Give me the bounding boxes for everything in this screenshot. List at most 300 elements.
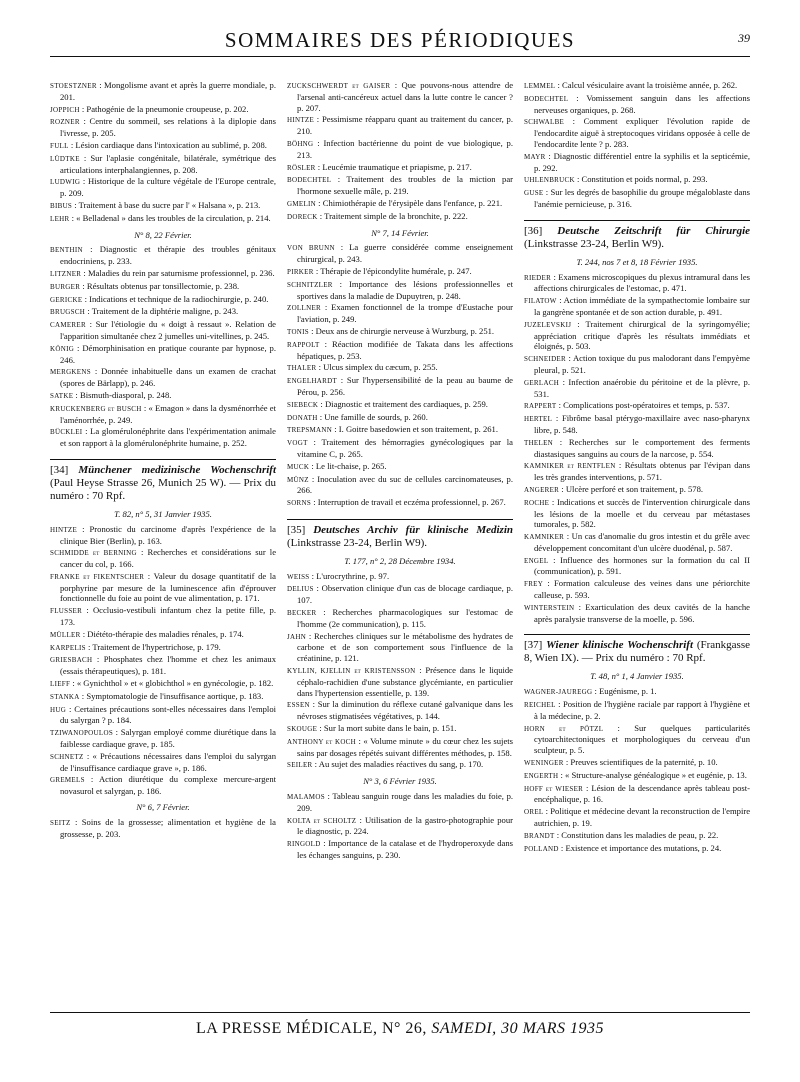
- separator: :: [356, 735, 364, 746]
- article-author: KOLTA et SCHOLTZ: [287, 816, 357, 825]
- article-title: Examen fonctionnel de la trompe d'Eustache pour l'aviation, p. 249.: [297, 302, 513, 325]
- article-entry: [524, 93, 750, 116]
- separator: :: [556, 400, 564, 411]
- article-author: SCHNEIDER: [524, 355, 566, 364]
- separator: :: [332, 424, 339, 435]
- article-author: HOFF et WIESER: [524, 784, 584, 793]
- article-author: FULL: [50, 141, 69, 150]
- article-entry: [287, 665, 513, 698]
- article-author: DORECK: [287, 212, 318, 221]
- article-entry: [287, 497, 513, 509]
- article-author: REICHEL: [524, 701, 556, 710]
- separator: :: [563, 757, 571, 768]
- article-entry: [50, 605, 276, 628]
- separator: :: [415, 665, 426, 676]
- article-author: LEHR: [50, 214, 70, 223]
- article-author: HINTZE: [287, 116, 315, 125]
- separator: :: [315, 161, 323, 172]
- separator: :: [80, 176, 88, 187]
- article-author: WENINGER: [524, 759, 564, 768]
- article-entry: [287, 302, 513, 325]
- article-entry: [287, 362, 513, 374]
- issue-heading: N° 6, 7 Février.: [136, 802, 190, 813]
- article-title: Symptomatologie de l'insuffisance aortique, p. 183.: [86, 690, 264, 701]
- separator: :: [337, 375, 347, 386]
- separator: :: [74, 342, 83, 353]
- article-entry: [50, 294, 276, 306]
- article-author: SEILER: [287, 761, 313, 770]
- article-title: Sur les degrés de basophilie du groupe mégaloblaste dans l'anémie pernicieuse, p. 316.: [534, 187, 751, 209]
- separator: :: [592, 686, 600, 697]
- separator: :: [356, 814, 365, 825]
- page-number: 39: [738, 31, 750, 45]
- article-title: Interruption de travail et eczéma professionnel, p. 267.: [317, 497, 506, 508]
- article-entry: [524, 400, 750, 412]
- article-author: BRANDT: [524, 831, 555, 840]
- article-title: Infection anaérobie du péritoine et de la plèvre, p. 531.: [534, 376, 751, 399]
- article-entry: [524, 116, 750, 149]
- article-author: LITZNER: [50, 269, 82, 278]
- article-title: « Structure-analyse généalogique » et eugénie, p. 13.: [565, 769, 747, 780]
- footer-date: 30 MARS 1935: [501, 1020, 605, 1037]
- article-entry: [524, 555, 750, 578]
- article-title: Traitement des hémorragies gynécologiques par la vitamine C, p. 265.: [297, 437, 513, 459]
- article-author: MÜLLER: [50, 630, 81, 639]
- article-title: Fibrôme basal ptérygo-maxillaire avec naso-pharynx libre, p. 548.: [534, 413, 751, 435]
- article-author: SORNS: [287, 499, 312, 508]
- article-entry: [50, 176, 276, 199]
- article-title: Recherches cliniques sur le métabolisme des hydrates de carbone et de son comportement sous l'influence de la créatinine, p. 121.: [297, 630, 514, 664]
- article-entry: [50, 116, 276, 139]
- article-entry: [50, 774, 276, 797]
- article-entry: [524, 686, 750, 698]
- article-entry: [50, 213, 276, 225]
- article-title: Traitement chirurgical de la syringomyélie; appréciation critique d'après les résultats immédiats et éloignés, p. 503.: [534, 318, 750, 352]
- article-entry: [524, 723, 750, 756]
- article-entry: [50, 751, 276, 774]
- article-author: LÜDTKE: [50, 154, 80, 163]
- article-entry: [524, 806, 750, 829]
- journal-34: [50, 459, 276, 503]
- article-entry: [287, 815, 513, 838]
- article-title: Occlusio-vestibuli infantum chez la petite fille, p. 173.: [60, 605, 277, 628]
- article-author: ANGERER: [524, 485, 560, 494]
- article-title: Observation clinique d'un cas de blocage cardiaque, p. 107.: [297, 583, 514, 606]
- article-title: Thérapie de l'épicondylite humérale, p. 247.: [320, 265, 472, 276]
- article-title: Diététo-thérapie des maladies rénales, p. 174.: [87, 628, 244, 639]
- article-author: WAGNER-JAUREGG: [524, 688, 593, 697]
- article-author: SKOUGE: [287, 725, 318, 734]
- article-author: JOPPICH: [50, 105, 80, 114]
- separator: :: [82, 293, 90, 304]
- article-entry: [50, 319, 276, 342]
- article-entry: [50, 343, 276, 366]
- separator: :: [85, 306, 92, 317]
- separator: :: [79, 152, 91, 163]
- separator: :: [552, 413, 562, 424]
- article-author: GMELIN: [287, 199, 317, 208]
- article-entry: [50, 244, 276, 267]
- article-title: Sur l'aplasie congénitale, bilatérale, symétrique des articulations interphalangiennes, p. 208.: [60, 152, 276, 175]
- journal-35: [287, 519, 513, 550]
- article-entry: [524, 413, 750, 436]
- article-title: Constitution et poids normal, p. 293.: [581, 174, 708, 185]
- article-entry: [287, 583, 513, 606]
- article-title: Formation calculeuse des veines dans une périorchite calleuse, p. 593.: [534, 578, 750, 601]
- separator: :: [564, 116, 584, 127]
- article-title: Présence dans le liquide céphalo-rachidien d'une substance glycémiante, en particulier dans l'hypertension essentielle, p. 139.: [297, 665, 514, 698]
- article-title: Au sujet des maladies réactives du sang, p. 170.: [318, 759, 484, 770]
- separator: :: [555, 80, 563, 90]
- article-title: Sur l'hypersensibilité de la peau au baume de Pérou, p. 256.: [297, 375, 513, 397]
- separator: :: [555, 699, 563, 710]
- article-entry: [287, 699, 513, 722]
- article-entry: [50, 704, 276, 727]
- article-title: Réaction modifiée de Takata dans les affections hépatiques, p. 253.: [297, 338, 513, 361]
- article-author: KYLLIN, KJELLIN et KRISTENSSON: [287, 667, 416, 676]
- issue-heading: N° 7, 14 Février.: [371, 227, 429, 238]
- separator: :: [558, 842, 566, 853]
- article-author: DONATH: [287, 413, 318, 422]
- separator: :: [551, 271, 559, 282]
- issue-heading: T. 244, nos 7 et 8, 18 Février 1935.: [576, 256, 698, 267]
- separator: :: [317, 723, 324, 734]
- separator: :: [136, 547, 148, 558]
- article-title: « Belladenal » dans les troubles de la circulation, p. 214.: [76, 212, 271, 223]
- separator: :: [390, 80, 402, 90]
- article-entry: [524, 437, 750, 460]
- article-title: Pronostic du carcinome d'après l'expérience de la clinique Bier (Berlin), p. 163.: [60, 523, 276, 546]
- article-entry: [287, 326, 513, 338]
- article-entry: [287, 412, 513, 424]
- article-title: Comment expliquer l'évolution rapide de l'endocardite aiguë à streptocoques viridans opposée à celle de l'endocardite lente ? p. 283.: [534, 116, 750, 149]
- article-entry: [50, 571, 276, 604]
- article-author: SCHNITZLER: [287, 280, 333, 289]
- article-entry: [524, 497, 750, 530]
- article-author: UHLENBRUCK: [524, 176, 575, 185]
- article-entry: [524, 377, 750, 400]
- article-author: WINTERSTEIN: [524, 603, 575, 612]
- article-title: Certaines précautions sont-elles nécessaires dans l'emploi du salyrgan ? p. 184.: [60, 703, 277, 726]
- article-author: KARPELIS: [50, 643, 86, 652]
- article-entry: [524, 272, 750, 295]
- separator: :: [543, 578, 555, 589]
- article-entry: [287, 242, 513, 265]
- article-author: ENGERTH: [524, 771, 559, 780]
- article-entry: [524, 187, 750, 210]
- article-title: Maladies du rein par saturnisme professionnel, p. 236.: [87, 267, 275, 278]
- article-entry: [524, 151, 750, 174]
- article-entry: [524, 460, 750, 483]
- article-title: Traitement de la diphtérie maligne, p. 243.: [91, 306, 239, 317]
- article-author: DELIUS: [287, 585, 314, 594]
- article-entry: [524, 531, 750, 554]
- article-author: BRUGSCH: [50, 308, 86, 317]
- footer-journal: LA PRESSE MÉDICALE, N° 26,: [195, 1020, 427, 1037]
- article-author: JAHN: [287, 632, 307, 641]
- article-title: La guerre considérée comme enseignement chirurgical, p. 243.: [297, 242, 514, 265]
- separator: :: [317, 210, 325, 221]
- separator: :: [565, 353, 573, 364]
- separator: :: [549, 496, 557, 507]
- separator: :: [81, 267, 88, 278]
- article-entry: [287, 736, 513, 759]
- separator: :: [309, 570, 317, 581]
- article-author: MERGKENS: [50, 368, 91, 377]
- column-3: [524, 80, 750, 855]
- footer-day: SAMEDI,: [431, 1020, 497, 1037]
- article-author: HUG: [50, 705, 67, 714]
- article-entry: [50, 281, 276, 293]
- column-1: [50, 80, 276, 840]
- separator: :: [83, 750, 93, 761]
- article-entry: [50, 547, 276, 570]
- article-entry: [50, 268, 276, 280]
- article-author: MUCK: [287, 462, 310, 471]
- article-title: Utilisation de la gastro-photographie pour le diagnostic, p. 224.: [297, 814, 513, 837]
- article-entry: [287, 174, 513, 197]
- article-author: PIRKER: [287, 267, 314, 276]
- article-title: Démorphinisation en pratique courante par hypnose, p. 246.: [60, 342, 276, 365]
- issue-heading: T. 82, n° 5, 31 Janvier 1935.: [114, 508, 212, 519]
- separator: :: [320, 838, 329, 849]
- separator: :: [574, 174, 582, 185]
- article-title: Sur la diminution du réflexe cutané galvanique dans les névroses stigmatisées végétatives, p. 144.: [297, 699, 514, 722]
- article-title: Valeur du dosage quantitatif de la porphyrine par mesure de la luminescence afin d'éprouver fonctionnelle du foie au point de vue alimentation, p. 171.: [60, 570, 276, 604]
- separator: :: [316, 362, 324, 373]
- article-title: Leucémie traumatique et priapisme, p. 217.: [322, 161, 472, 172]
- article-author: RAPPERT: [524, 402, 557, 411]
- article-title: « Emagon » dans la dysménorrhée et l'aménorrhée, p. 249.: [60, 402, 277, 425]
- article-title: Sur la mort subite dans le bain, p. 151.: [323, 723, 457, 734]
- article-author: GRIESBACH: [50, 656, 93, 665]
- separator: :: [324, 791, 333, 802]
- article-entry: [50, 390, 276, 402]
- article-title: Pathogénie de la pneumonie croupeuse, p. 202.: [86, 103, 249, 114]
- article-entry: [287, 375, 513, 398]
- article-author: KRUCKENBERG et BUSCH: [50, 404, 142, 413]
- article-title: Salyrgan employé comme diurétique dans la faiblesse cardiaque grave, p. 185.: [60, 727, 276, 750]
- article-title: Diagnostic différentiel entre la syphilis et la septicémie, p. 292.: [534, 150, 750, 173]
- separator: :: [307, 437, 322, 448]
- article-entry: [287, 759, 513, 771]
- article-author: HINTZE: [50, 525, 78, 534]
- article-entry: [287, 211, 513, 223]
- separator: :: [82, 244, 100, 255]
- article-entry: [524, 578, 750, 601]
- article-author: RIEDER: [524, 273, 552, 282]
- article-author: SCHMIDDE et BERNING: [50, 549, 137, 558]
- article-entry: [50, 366, 276, 389]
- journal-title: [35] Deutsches Archiv für klinische Medizin (Linkstrasse 23-24, Berlin W9).: [287, 523, 514, 549]
- article-author: TREPSMANN: [287, 426, 333, 435]
- separator: :: [313, 265, 321, 276]
- article-author: CAMERER: [50, 321, 86, 330]
- article-title: Traitement à base du sucre par l' « Halsana », p. 213.: [78, 199, 261, 210]
- issue-heading: T. 177, n° 2, 28 Décembre 1934.: [344, 555, 456, 566]
- article-author: ROCHE: [524, 498, 550, 507]
- article-title: Résultats obtenus par l'évipan dans les très grandes interventions, p. 571.: [534, 460, 751, 483]
- separator: :: [69, 212, 77, 223]
- article-entry: [524, 602, 750, 625]
- article-title: Eugénisme, p. 1.: [599, 686, 657, 697]
- separator: :: [90, 366, 102, 377]
- article-entry: [287, 339, 513, 362]
- separator: :: [80, 628, 88, 639]
- article-entry: [50, 629, 276, 641]
- article-author: HERTEL: [524, 415, 553, 424]
- article-entry: [50, 691, 276, 703]
- article-author: ANTHONY et KOCH: [287, 737, 357, 746]
- article-author: SEITZ: [50, 818, 71, 827]
- article-author: POLLAND: [524, 844, 559, 853]
- article-title: Traitement des troubles de la miction par l'hormone sexuelle mâle, p. 219.: [297, 174, 513, 197]
- article-title: « Précautions nécessaires dans l'emploi du salyrgan de l'insuffisance cardiaque grave », p. 186.: [60, 750, 277, 773]
- article-entry: [287, 437, 513, 460]
- separator: :: [306, 630, 314, 641]
- article-title: Recherches et considérations sur le cancer du col, p. 166.: [60, 547, 277, 570]
- article-author: ZUCKSCHWERDT et GAISER: [287, 82, 391, 90]
- article-author: SCHNETZ: [50, 752, 84, 761]
- article-title: Preuves scientifiques de la paternité, p. 10.: [570, 757, 718, 768]
- separator: :: [79, 103, 87, 114]
- separator: :: [543, 806, 551, 817]
- separator: :: [571, 318, 586, 329]
- article-author: JUZELEVSKIJ: [524, 320, 572, 329]
- article-title: I. Goitre basedowien et son traitement, p. 261.: [338, 424, 498, 435]
- separator: :: [603, 722, 635, 733]
- article-title: Calcul vésiculaire avant la troisième année, p. 262.: [562, 80, 738, 90]
- article-entry: [287, 723, 513, 735]
- article-title: Vomissement sanguin dans les affections nerveuses organiques, p. 268.: [534, 92, 750, 115]
- article-author: TONIS: [287, 327, 309, 336]
- separator: :: [84, 774, 99, 785]
- separator: :: [559, 376, 569, 387]
- article-title: Lésion de la descendance après tableau post-encéphalique, p. 16.: [534, 782, 750, 805]
- article-author: FRANKE et FIKENTSCHER: [50, 572, 145, 581]
- article-author: THELEN: [524, 438, 554, 447]
- issue-heading: N° 8, 22 Février.: [134, 229, 192, 240]
- separator: :: [574, 601, 586, 612]
- separator: :: [320, 302, 332, 313]
- separator: :: [313, 137, 324, 148]
- separator: :: [554, 829, 562, 840]
- issue-heading: N° 3, 6 Février 1935.: [363, 776, 437, 787]
- separator: :: [113, 727, 121, 738]
- journal-title: [37] Wiener klinische Wochenschrift (Frankgasse 8, Wien IX). — Prix du numéro : 70 Rpf.: [524, 639, 750, 665]
- column-2: [287, 80, 513, 862]
- article-title: Traitement simple de la bronchite, p. 222.: [324, 210, 468, 221]
- separator: :: [319, 338, 333, 349]
- article-entry: [287, 114, 513, 137]
- article-title: Inoculation avec du suc de cellules carcinomateuses, p. 266.: [297, 473, 513, 496]
- article-author: WEISS: [287, 572, 310, 581]
- separator: :: [553, 436, 569, 447]
- article-title: Pessimisme réapparu quant au traitement du cancer, p. 210.: [297, 114, 514, 137]
- article-entry: [287, 461, 513, 473]
- article-author: FREY: [524, 580, 544, 589]
- article-author: BURGER: [50, 282, 81, 291]
- article-author: ENGELHARDT: [287, 377, 338, 386]
- article-author: THALER: [287, 364, 317, 373]
- article-author: VON BRUNN: [287, 244, 335, 253]
- article-author: GUSE: [524, 189, 544, 198]
- page-header: [50, 28, 750, 52]
- article-entry: [50, 817, 276, 840]
- separator: :: [556, 295, 564, 306]
- article-author: GERLACH: [524, 378, 560, 387]
- separator: :: [316, 197, 323, 208]
- separator: :: [80, 280, 87, 291]
- article-entry: [287, 607, 513, 630]
- article-author: RÖSLER: [287, 163, 316, 172]
- article-entry: [50, 654, 276, 677]
- separator: :: [85, 641, 93, 652]
- separator: :: [558, 769, 566, 780]
- separator: :: [144, 570, 154, 581]
- article-title: Deux ans de chirurgie nerveuse à Wurzburg, p. 251.: [315, 325, 495, 336]
- article-entry: [287, 279, 513, 302]
- page-footer: [50, 1020, 750, 1038]
- separator: :: [73, 389, 80, 400]
- article-entry: [524, 484, 750, 496]
- article-title: Influence des hormones sur la formation du cal II (communication), p. 591.: [534, 554, 750, 577]
- article-author: BÜCKLEI: [50, 428, 83, 437]
- article-title: Action immédiate de la sympathectomie lombaire sur la gangrène spontanée et de son action durable, p. 491.: [534, 295, 750, 317]
- article-entry: [50, 426, 276, 449]
- article-author: RINGOLD: [287, 840, 321, 849]
- article-author: BECKER: [287, 609, 317, 618]
- article-entry: [50, 678, 276, 690]
- article-entry: [287, 571, 513, 583]
- article-title: Résultats obtenus par tonsillectomie, p. 238.: [86, 280, 240, 291]
- separator: :: [568, 92, 587, 103]
- article-title: Une famille de sourds, p. 260.: [324, 411, 428, 422]
- article-title: Action diurétique du complexe mercure-argent novasurol et salyrgan, p. 186.: [60, 774, 276, 797]
- article-title: Complications post-opératoires et temps, p. 537.: [563, 400, 730, 411]
- article-title: Soins de la grossesse; alimentation et hygiène de la grossesse, p. 203.: [60, 816, 276, 839]
- separator: :: [96, 80, 105, 90]
- article-entry: [50, 727, 276, 750]
- separator: :: [141, 402, 149, 413]
- article-entry: [50, 200, 276, 212]
- separator: :: [92, 654, 104, 665]
- article-entry: [524, 770, 750, 782]
- separator: :: [332, 278, 349, 289]
- article-title: L'urocrythrine, p. 97.: [316, 570, 390, 581]
- article-title: « Volume minute » du cœur chez les sujets sains par dosages répétés suivant différentes méthodes, p. 158.: [297, 735, 513, 758]
- journal-title: [34] Münchener medizinische Wochenschrift (Paul Heyse Strasse 26, Munich 25 W). — Prix du numéro : 70 Rpf.: [50, 463, 277, 502]
- article-title: Historique de la culture végétale de l'Europe centrale, p. 209.: [60, 176, 277, 199]
- article-entry: [50, 153, 276, 176]
- article-entry: [50, 104, 276, 116]
- article-title: Importance des lésions professionnelles et sportives dans la maladie de Dupuytren, p. 248.: [297, 278, 514, 301]
- article-entry: [524, 80, 750, 92]
- separator: :: [334, 242, 350, 253]
- article-title: Examens microscopiques du plexus intramural dans les affections chirurgicales de l'estomac, p. 471.: [534, 271, 751, 294]
- article-title: Phosphates chez l'homme et chez les animaux (essais thérapeutiques), p. 181.: [60, 654, 276, 677]
- article-entry: [50, 524, 276, 547]
- article-title: Existence et importance des mutations, p. 24.: [565, 842, 722, 853]
- separator: :: [615, 460, 625, 471]
- article-title: Position de l'hygiène raciale par rapport à l'hygiène et à la médecine, p. 2.: [534, 699, 750, 721]
- article-author: ESSEN: [287, 701, 310, 710]
- article-title: « Gynichthol » et « globichthol » en gynécologie, p. 182.: [76, 678, 274, 689]
- article-author: BIBUS: [50, 201, 73, 210]
- article-title: Indications et succès de l'intervention chirurgicale dans les lésions de la moelle et du cerveau par métastases tumorales, p. 582.: [534, 496, 750, 530]
- article-entry: [524, 830, 750, 842]
- separator: :: [308, 473, 318, 484]
